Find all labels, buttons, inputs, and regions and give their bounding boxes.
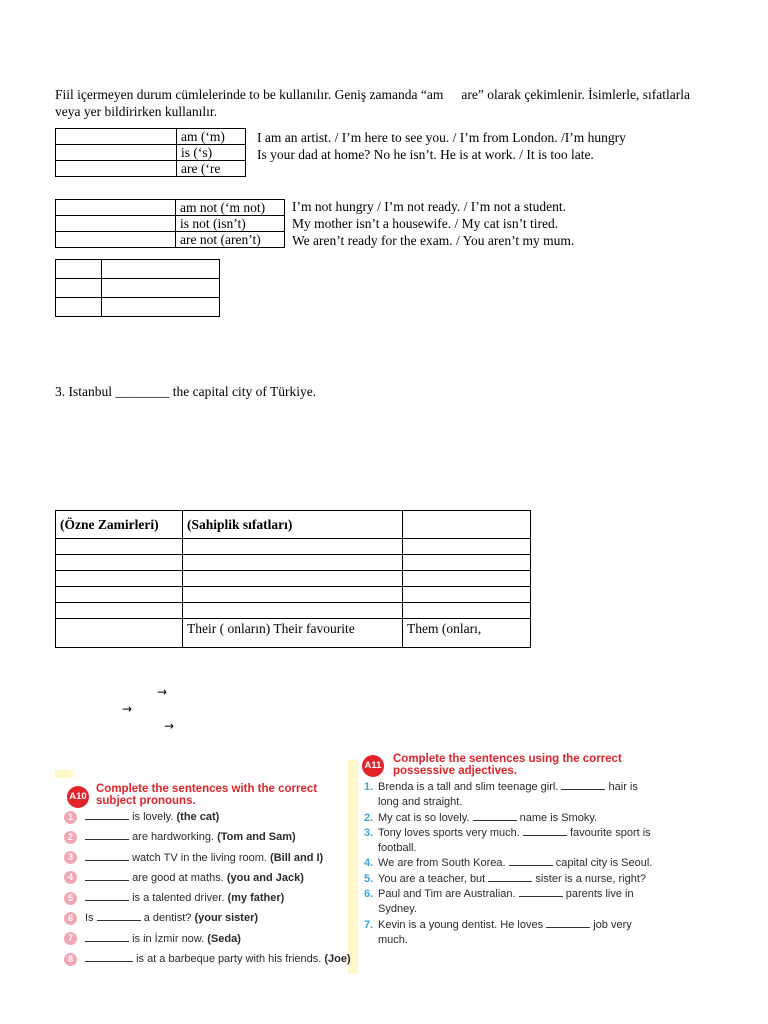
example-line: Is your dad at home? No he isn’t. He is at work. / It is too late. — [257, 147, 594, 162]
item-hint: (Seda) — [207, 932, 241, 945]
table-cell: is (‘s) — [177, 145, 246, 161]
table-cell — [56, 161, 177, 177]
table-cell — [56, 555, 183, 571]
list-item — [364, 811, 654, 826]
table-cell — [56, 619, 183, 648]
answer-blank[interactable] — [85, 830, 129, 840]
list-item — [364, 856, 654, 871]
header-subject-pronouns: (Özne Zamirleri) — [56, 511, 183, 539]
answer-blank[interactable] — [488, 872, 532, 882]
intro-line1-part2: are” olarak çekimlenir. İsimlerle, sıfatlarla — [461, 87, 691, 102]
item-text: Tony loves sports very much. — [378, 826, 520, 839]
table-cell — [56, 587, 183, 603]
item-text: are hardworking. — [132, 831, 214, 844]
table-cell — [56, 200, 176, 216]
answer-blank[interactable] — [85, 871, 129, 881]
list-item — [364, 872, 654, 887]
example-line: My mother isn’t a housewife. / My cat isn’t tired. — [292, 216, 559, 231]
header-object-pronouns — [403, 511, 531, 539]
item-number: 4 — [64, 871, 77, 884]
table-cell: Their ( onların) Their favourite — [183, 619, 403, 648]
answer-blank[interactable] — [523, 826, 567, 836]
item-number: 1. — [364, 781, 374, 793]
intro-line2: veya yer bildirirken kullanılır. — [55, 104, 217, 119]
table-cell — [56, 571, 183, 587]
item-text: is in İzmir now. — [132, 932, 205, 945]
answer-blank[interactable] — [85, 932, 129, 942]
item-hint: (you and Jack) — [226, 871, 304, 884]
answer-blank[interactable] — [561, 780, 605, 790]
item-hint: (your sister) — [194, 912, 259, 925]
intro-paragraph — [55, 86, 735, 120]
item-text: job very much. — [378, 918, 632, 946]
answer-blank[interactable] — [85, 810, 129, 820]
item-number: 3. — [364, 826, 374, 839]
question-table — [55, 259, 220, 317]
list-item — [64, 848, 351, 868]
list-item — [64, 949, 351, 969]
item-text: is lovely. — [132, 811, 174, 823]
highlight-mark — [55, 770, 73, 778]
table-cell — [56, 279, 102, 298]
item-number: 5 — [64, 892, 77, 905]
item-prefix: Is — [85, 912, 94, 925]
table-cell — [56, 298, 102, 317]
item-text: is a talented driver. — [132, 892, 225, 905]
answer-blank[interactable] — [546, 918, 590, 928]
exercise-a10-list — [64, 807, 351, 969]
table-cell: am (‘m) — [177, 129, 246, 145]
table-cell — [403, 539, 531, 555]
table-cell — [403, 555, 531, 571]
table-cell — [56, 232, 176, 248]
table-cell — [183, 603, 403, 619]
table-cell — [56, 260, 102, 279]
item-number: 6 — [64, 912, 77, 925]
list-item — [64, 908, 351, 928]
table-cell — [102, 260, 220, 279]
list-item — [364, 826, 654, 857]
answer-blank[interactable] — [85, 851, 129, 861]
item-text: sister is a nurse, right? — [535, 872, 647, 885]
item-text: watch TV in the living room. — [132, 851, 267, 864]
exercise-a11-list — [364, 780, 654, 948]
positive-to-be-table — [55, 128, 246, 177]
list-item — [64, 888, 351, 908]
list-item — [64, 929, 351, 949]
table-cell: are (‘re — [177, 161, 246, 177]
item-text: name is Smoky. — [519, 811, 598, 824]
item-text: a dentist? — [143, 912, 192, 925]
table-cell — [56, 603, 183, 619]
table-cell: are not (aren’t) — [176, 232, 285, 248]
pronoun-table — [55, 510, 531, 648]
table-cell — [403, 571, 531, 587]
list-item — [364, 887, 654, 918]
answer-blank[interactable] — [509, 856, 553, 866]
list-item — [64, 868, 351, 888]
item-hint: (Bill and I) — [270, 851, 324, 864]
answer-blank[interactable] — [519, 887, 563, 897]
item-text: You are a teacher, but — [378, 872, 486, 885]
table-cell — [102, 298, 220, 317]
table-cell — [183, 555, 403, 571]
table-cell — [403, 587, 531, 603]
item-number: 2. — [364, 811, 374, 824]
example-line: I’m not hungry / I’m not ready. / I’m not a student. — [292, 199, 566, 214]
example-line: We aren’t ready for the exam. / You aren’t my mum. — [292, 233, 575, 248]
item-text: hair is long and straight. — [378, 781, 638, 809]
exercise-a10-title: Complete the sentences with the correct subject pronouns. — [96, 783, 318, 807]
list-item — [364, 918, 654, 949]
list-item — [364, 780, 654, 811]
exercise-a11-title: Complete the sentences using the correct possessive adjectives. — [393, 753, 622, 777]
positive-examples — [257, 129, 626, 163]
answer-blank[interactable] — [473, 811, 517, 821]
item-text: We are from South Korea. — [378, 857, 506, 870]
item-text: Kevin is a young dentist. He loves — [378, 918, 544, 931]
item-number: 1 — [64, 811, 77, 824]
intro-line1-part1: Fiil içermeyen durum cümlelerinde to be kullanılır. Geniş zamanda “am — [55, 87, 444, 102]
arrow-icon: → — [157, 685, 168, 699]
question-3: 3. Istanbul ________ the capital city of Türkiye. — [55, 384, 317, 399]
exercise-badge-a11: A11 — [362, 755, 384, 777]
item-number: 8 — [64, 953, 77, 966]
item-text: is at a barbeque party with his friends. — [136, 953, 322, 966]
list-item — [64, 807, 351, 827]
negative-examples — [292, 198, 574, 249]
item-hint: (Tom and Sam) — [217, 831, 296, 844]
table-cell — [183, 539, 403, 555]
item-number: 6. — [364, 888, 374, 901]
negative-to-be-table — [55, 199, 285, 248]
table-cell — [56, 145, 177, 161]
item-number: 7 — [64, 932, 77, 945]
list-item — [64, 827, 351, 847]
item-number: 5. — [364, 872, 374, 885]
table-cell — [102, 279, 220, 298]
item-text: My cat is so lovely. — [378, 811, 470, 824]
table-cell — [183, 587, 403, 603]
example-line: I am an artist. / I’m here to see you. / I’m from London. /I’m hungry — [257, 130, 626, 145]
table-cell — [183, 571, 403, 587]
item-text: favourite sport is football. — [378, 826, 651, 855]
table-cell — [56, 539, 183, 555]
answer-blank[interactable] — [97, 911, 141, 921]
item-number: 7. — [364, 918, 374, 931]
item-text: parents live in Sydney. — [378, 888, 634, 916]
table-cell — [56, 129, 177, 145]
item-number: 2 — [64, 831, 77, 844]
answer-blank[interactable] — [85, 952, 133, 962]
item-text: Brenda is a tall and slim teenage girl. — [378, 781, 559, 793]
table-cell — [403, 603, 531, 619]
item-hint: (the cat) — [176, 811, 220, 823]
table-cell: is not (isn’t) — [176, 216, 285, 232]
exercise-badge-a10: A10 — [67, 786, 89, 808]
answer-blank[interactable] — [85, 891, 129, 901]
header-possessive-adjectives: (Sahiplik sıfatları) — [183, 511, 403, 539]
item-text: Paul and Tim are Australian. — [378, 888, 516, 901]
arrow-icon: → — [164, 719, 175, 733]
table-cell — [56, 216, 176, 232]
item-hint: (my father) — [227, 892, 285, 905]
item-number: 4. — [364, 857, 374, 870]
table-cell: am not (‘m not) — [176, 200, 285, 216]
item-hint: (Joe) — [324, 953, 351, 966]
item-text: capital city is Seoul. — [555, 857, 653, 870]
item-number: 3 — [64, 851, 77, 864]
table-cell: Them (onları, — [403, 619, 531, 648]
arrow-icon: → — [122, 702, 133, 716]
item-text: are good at maths. — [132, 871, 224, 884]
